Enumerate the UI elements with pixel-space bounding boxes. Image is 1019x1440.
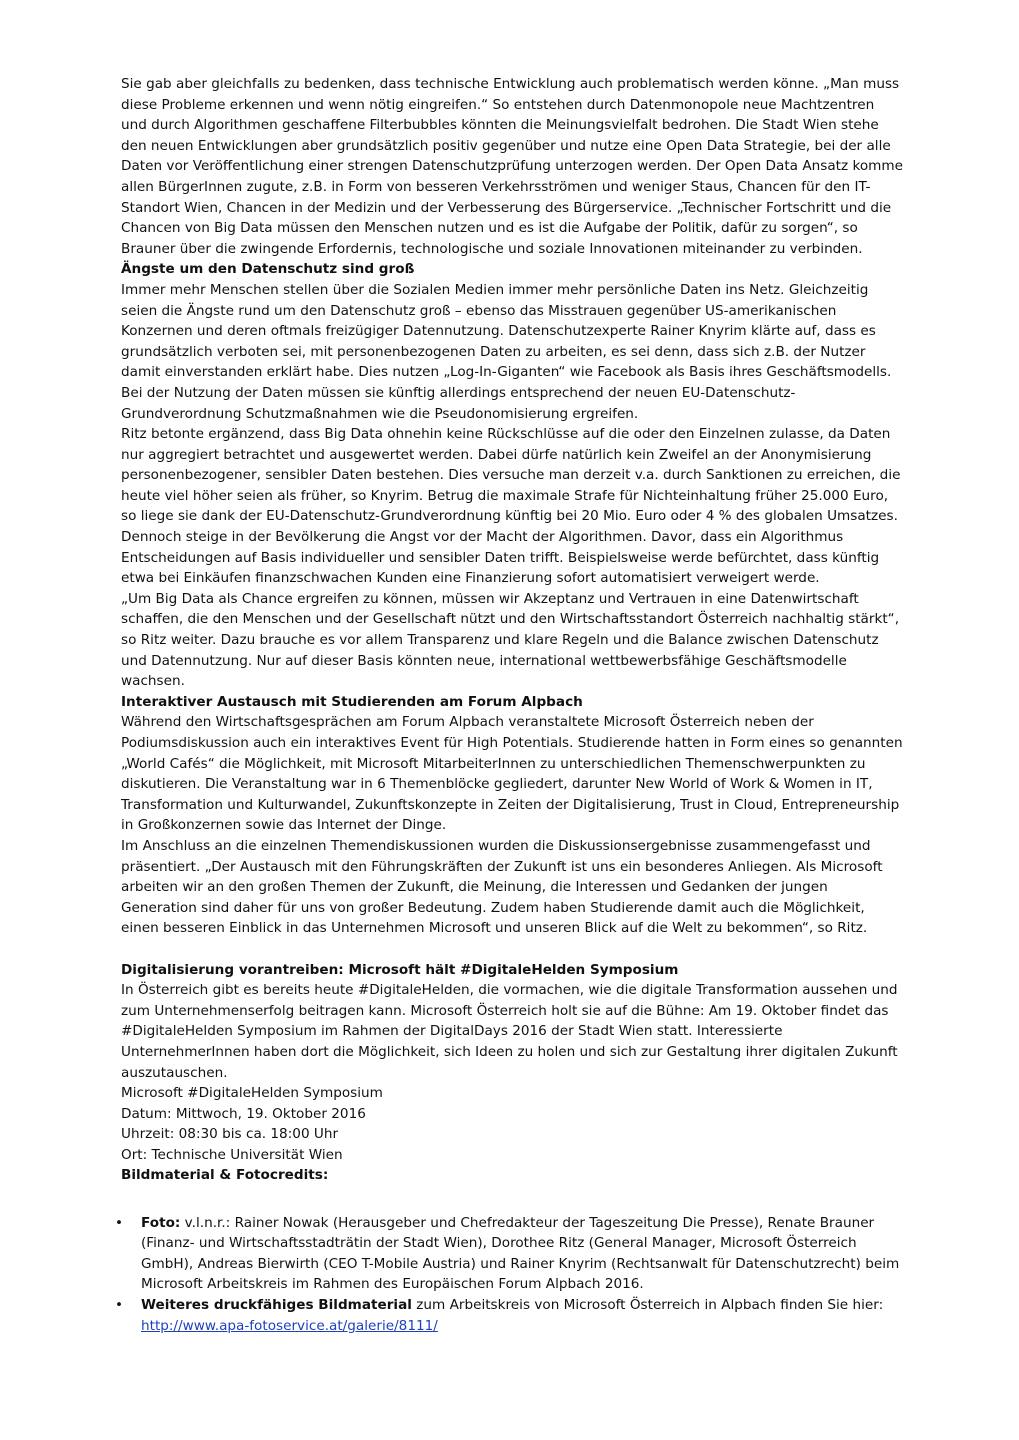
- heading-datenschutz: Ängste um den Datenschutz sind groß: [121, 261, 415, 278]
- credits-list: [115, 1213, 903, 1337]
- list-item-foto: [115, 1213, 903, 1295]
- document-body: [115, 74, 903, 1336]
- paragraph-algorithmen: Dennoch steige in der Bevölkerung die Angst vor der Macht der Algorithmen. Davor, dass ein Algorithmus Entscheidungen auf Basis individueller und sensibler Daten trifft. Beispielsweise werde befürchtet, dass künftig etwa bei Einkäufen finanzschwachen Kunden eine Finanzierung sofort automatisiert verweigert werde.: [121, 529, 880, 587]
- paragraph-ritz-big-data: Ritz betonte ergänzend, dass Big Data ohnehin keine Rückschlüsse auf die oder den Einzelnen zulasse, da Daten nur aggregiert betrachtet und ausgewertet werden. Dabei dürfe natürlich kein Zweifel an der Anonymisierung personenbezogener, sensibler Daten bestehen. Dies versuche man derzeit v.a. durch Sanktionen zu erreichen, die heute viel höher seien als früher, so Knyrim. Betrug die maximale Strafe für Nichteinhaltung früher 25.000 Euro, so liege sie dank der EU-Datenschutz-Grundverordnung künftig bei 20 Mio. Euro oder 4 % des globalen Umsatzes.: [121, 426, 901, 525]
- credit-text: v.l.n.r.: Rainer Nowak (Herausgeber und Chefredakteur der Tageszeitung Die Presse), Renate Brauner (Finanz- und Wirtschaftsstadträtin der Stadt Wien), Dorothee Ritz (General Manager, Microsoft Österreich GmbH), Andreas Bierwirth (CEO T-Mobile Austria) und Rainer Knyrim (Rechtsanwalt für Datenschutzrecht) beim Microsoft Arbeitskreis im Rahmen des Europäischen Forum Alpbach 2016.: [141, 1214, 900, 1293]
- event-name: Microsoft #DigitaleHelden Symposium: [121, 1085, 383, 1102]
- heading-alpbach: Interaktiver Austausch mit Studierenden am Forum Alpbach: [121, 693, 583, 710]
- heading-bildmaterial: Bildmaterial & Fotocredits:: [121, 1167, 329, 1184]
- credit-text: zum Arbeitskreis von Microsoft Österreich in Alpbach finden Sie hier:: [411, 1297, 884, 1314]
- bullet-icon: •: [115, 1214, 124, 1231]
- credit-label: Weiteres druckfähiges Bildmaterial: [141, 1297, 412, 1314]
- list-item-bildmaterial: [115, 1295, 903, 1336]
- bullet-icon: •: [115, 1297, 124, 1314]
- credit-label: Foto:: [141, 1214, 181, 1231]
- paragraph-open-data: Sie gab aber gleichfalls zu bedenken, dass technische Entwicklung auch problematisch werden könne. „Man muss diese Probleme erkennen und wenn nötig eingreifen.“ So entstehen durch Datenmonopole neue Machtzentren und durch Algorithmen geschaffene Filterbubbles könnten die Meinungsvielfalt bedrohen. Die Stadt Wien stehe den neuen Entwicklungen aber grundsätzlich positiv gegenüber und nutze eine Open Data Strategie, bei der alle Daten vor Veröffentlichung einer strengen Datenschutzprüfung unterzogen werden. Der Open Data Ansatz komme allen BürgerInnen zugute, z.B. in Form von besseren Verkehrsströmen und weniger Staus, Chancen für den IT-Standort Wien, Chancen in der Medizin und der Verbesserung des Bürgerservice. „Technischer Fortschritt und die Chancen von Big Data müssen den Menschen nutzen und es ist die Aufgabe der Politik, dafür zu sorgen“, so Brauner über die zwingende Erfordernis, technologische und soziale Innovationen miteinander zu verbinden.: [121, 76, 903, 257]
- event-time: Uhrzeit: 08:30 bis ca. 18:00 Uhr: [121, 1126, 339, 1143]
- spacer: [121, 1186, 903, 1207]
- paragraph-austausch: Im Anschluss an die einzelnen Themendiskussionen wurden die Diskussionsergebnisse zusammengefasst und präsentiert. „Der Austausch mit den Führungskräften der Zukunft ist uns ein besonderes Anliegen. Als Microsoft arbeiten wir an den großen Themen der Zukunft, die Meinung, die Interessen und Gedanken der jungen Generation sind daher für uns von großer Bedeutung. Zudem haben Studierende damit auch die Möglichkeit, einen besseren Einblick in das Unternehmen Microsoft und unseren Blick auf die Welt zu bekommen“, so Ritz.: [121, 837, 883, 937]
- paragraph-world-cafe: Während den Wirtschaftsgesprächen am Forum Alpbach veranstaltete Microsoft Österreich neben der Podiumsdiskussion auch ein interaktives Event für High Potentials. Studierende hatten in Form eines so genannten „World Cafés“ die Möglichkeit, mit Microsoft MitarbeiterInnen zu unterschiedlichen Themenschwerpunkten zu diskutieren. Die Veranstaltung war in 6 Themenblöcke gegliedert, darunter New World of Work & Women in IT, Transformation und Kulturwandel, Zukunftskonzepte in Zeiten der Digitalisierung, Trust in Cloud, Entrepreneurship in Großkonzernen sowie das Internet der Dinge.: [121, 714, 903, 834]
- event-place: Ort: Technische Universität Wien: [121, 1146, 343, 1163]
- paragraph-chance: „Um Big Data als Chance ergreifen zu können, müssen wir Akzeptanz und Vertrauen in eine Datenwirtschaft schaffen, die den Menschen und der Gesellschaft nützt und den Wirtschaftsstandort Österreich nachhaltig stärkt“, so Ritz weiter. Dazu brauche es vor allem Transparenz und klare Regeln und die Balance zwischen Datenschutz und Datennutzung. Nur auf dieser Basis könnten neue, international wettbewerbsfähige Geschäftsmodelle wachsen.: [121, 590, 900, 690]
- gallery-link[interactable]: http://www.apa-fotoservice.at/galerie/8111/: [141, 1317, 438, 1334]
- paragraph-symposium: In Österreich gibt es bereits heute #DigitaleHelden, die vormachen, wie die digitale Transformation aussehen und zum Unternehmenserfolg beitragen kann. Microsoft Österreich holt sie auf die Bühne: Am 19. Oktober findet das #DigitaleHelden Symposium im Rahmen der DigitalDays 2016 der Stadt Wien statt. Interessierte UnternehmerInnen haben dort die Möglichkeit, sich Ideen zu holen und sich zur Gestaltung ihrer digitalen Zukunft auszutauschen.: [121, 982, 898, 1081]
- paragraph-social-media: Immer mehr Menschen stellen über die Sozialen Medien immer mehr persönliche Daten ins Netz. Gleichzeitig seien die Ängste rund um den Datenschutz groß – ebenso das Misstrauen gegenüber US-amerikanischen Konzernen und deren oftmals freizügiger Datennutzung. Datenschutzexperte Rainer Knyrim klärte auf, dass es grundsätzlich verboten sei, mit personenbezogenen Daten zu arbeiten, es sei denn, dass sich z.B. der Nutzer damit einverstanden erklärt habe. Dies nutzen „Log-In-Giganten“ wie Facebook als Basis ihres Geschäftsmodells. Bei der Nutzung der Daten müssen sie künftig allerdings entsprechend der neuen EU-Datenschutz-Grundverordnung Schutzmaßnahmen wie die Pseudonomisierung ergreifen.: [121, 281, 892, 422]
- event-date: Datum: Mittwoch, 19. Oktober 2016: [121, 1105, 366, 1122]
- heading-digitale-helden: Digitalisierung vorantreiben: Microsoft hält #DigitaleHelden Symposium: [121, 961, 679, 978]
- spacer: [121, 939, 903, 960]
